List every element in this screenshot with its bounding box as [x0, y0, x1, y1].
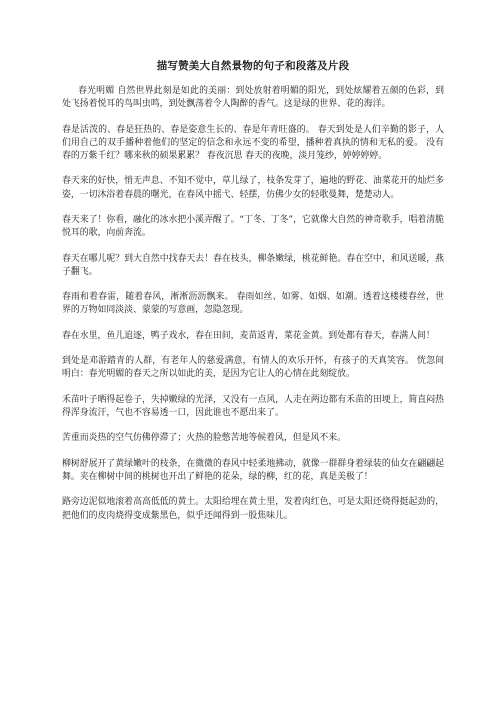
paragraph-12: 路旁边泥似地滚着高高低低的黄土。太阳给埋在黄土里，发着肉红色，可是太阳还烧得挺起劲的，把他们的皮肉烧得变成紫黑色，似乎还闻得到一股焦味儿。	[62, 497, 444, 521]
paragraph-2: 春是活泼的、春是狂热的、春是姿意生长的、春是年青旺盛的。 春天到处是人们辛勤的影子，人们用自己的双手播种着他们的坚定的信念和永远不变的希望，播种着真执的情和无私的爱。 没有春的万紫千红？哪来秋的硕果累累？ 春夜沉思 春天的夜晚，淡月笼纱，婷婷婷婷。	[62, 124, 444, 161]
document-title: 描写赞美大自然景物的句子和段落及片段	[156, 60, 350, 72]
paragraph-11: 柳树舒展开了黄绿嫩叶的枝条，在微微的春风中轻柔地拂动，就像一群群身着绿装的仙女在翩翩起舞。夹在柳树中间的桃树也开出了鲜艳的花朵，绿的柳，红的花，真是美极了！	[62, 458, 444, 482]
paragraph-9: 禾苗叶子晒得起卷子，失掉嫩绿的光泽，又没有一点风，人走在两边都有禾苗的田埂上，简直闷热得浑身流汗，气也不容易透一口，因此谁也不愿出来了。	[62, 394, 444, 418]
paragraph-5: 春天在哪儿呢？到大自然中找春天去！春在枝头，柳条嫩绿，桃花鲜艳。春在空中，和风送暖，燕子翻飞。	[62, 253, 444, 277]
paragraph-1: 春光明媚 自然世界此刻是如此的美丽：到处放射着明媚的阳光，到处炫耀着五颜的色彩，到处飞扬着悦耳的鸟叫虫鸣，到处飘荡着令人陶醉的香气。这是绿的世界、花的海洋。	[62, 86, 444, 110]
paragraph-7: 春在水里，鱼儿追逐，鸭子戏水，春在田间，麦苗返青，菜花金黄。到处都有春天，春满人间！	[62, 330, 435, 341]
paragraph-8: 到处是邓游踏青的人群，有老年人的慈爱满意，有情人的欢乐开怀，有孩子的天真笑容。 恍忽间明白：春光明媚的春天之所以如此的美，是因为它让人的心情在此刻绽放。	[62, 356, 444, 380]
paragraph-3: 春天来的好快，悄无声息、不知不觉中，草儿绿了，枝条发芽了，遍地的野花、油菜花开的灿烂多姿，一切沐浴着春晨的曙光，在春风中摇弋、轻摆，仿佛少女的轻歌曼舞，楚楚动人。	[62, 176, 444, 200]
paragraph-10: 苦重而炎热的空气仿佛停滞了；火热的脸憋苦地等候着风，但是风不来。	[62, 433, 346, 444]
paragraph-6: 春雨和着春雷，随着春风，淅淅沥沥飘来。 春雨如丝、如雾、如烟、如潮。透着这楼楼春丝，世界的万物如同淡淡、蒙蒙的写意画，忽隐忽现。	[62, 292, 444, 316]
paragraph-4: 春天来了！你看，融化的冰水把小溪弄醒了。“丁冬、丁冬”，它就像大自然的神奇歌手，唱着清脆悦耳的歌，向前奔流。	[62, 214, 444, 239]
